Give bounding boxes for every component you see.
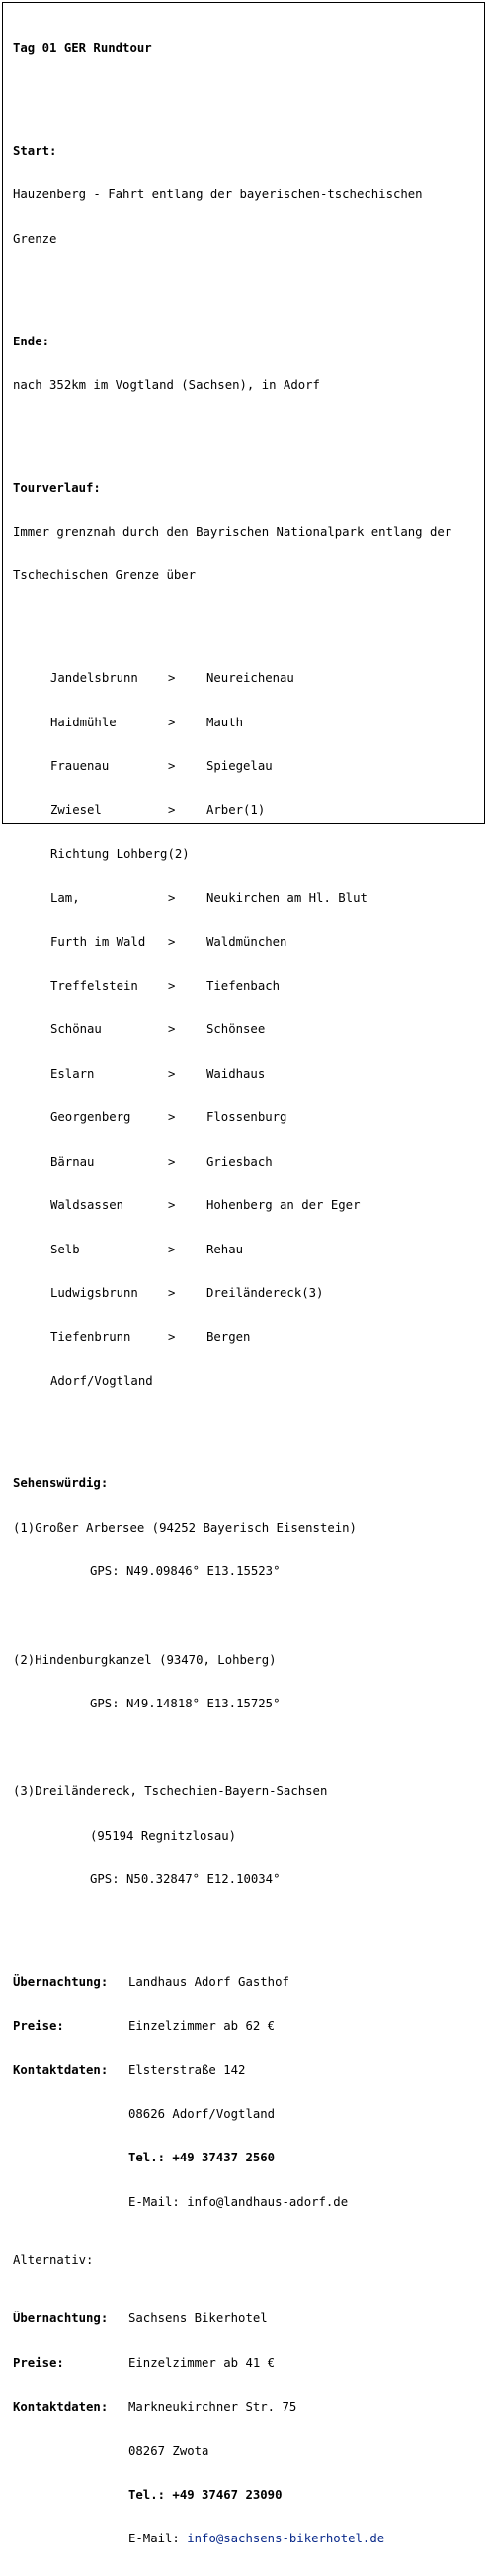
sight-item-2: (2)Hindenburgkanzel (93470, Lohberg): [13, 1652, 277, 1667]
route-from: Waldsassen: [50, 1198, 124, 1213]
route-from: Selb: [50, 1242, 80, 1256]
tourverlauf-text-line2: Tschechischen Grenze über: [13, 568, 197, 583]
route-from: Lam,: [50, 890, 80, 905]
route-arrow: >: [168, 715, 176, 729]
kontakt-label: Kontaktdaten:: [13, 2399, 109, 2414]
hotel1-email-label: E-Mail:: [128, 2194, 188, 2209]
hotel2-contact-row: [13, 2400, 451, 2415]
route-to: Waidhaus: [206, 1066, 266, 1081]
hotel1-price: Einzelzimmer ab 62 €: [128, 2018, 276, 2033]
route-to: Rehau: [206, 1242, 244, 1256]
route-row: [13, 759, 451, 774]
route-to: Neukirchen am Hl. Blut: [206, 890, 367, 905]
uebernachtung-label: Übernachtung:: [13, 2311, 109, 2326]
hotel2-name-row: [13, 2311, 451, 2326]
hotel1-city: 08626 Adorf/Vogtland: [128, 2106, 276, 2121]
document-body: [13, 12, 451, 2576]
route-row: [13, 803, 451, 818]
route-to: Waldmünchen: [206, 935, 287, 949]
route-row: [13, 979, 451, 994]
hotel2-price-row: [13, 2356, 451, 2371]
hotel1-tel-row: [13, 2151, 451, 2165]
hotel2-email-row: [13, 2532, 451, 2546]
route-from: Frauenau: [50, 759, 110, 774]
route-from: Ludwigsbrunn: [50, 1286, 138, 1301]
route-arrow: >: [168, 1286, 176, 1301]
route-from: Schönau: [50, 1023, 102, 1037]
route-to: Bergen: [206, 1329, 251, 1344]
preise-label: Preise:: [13, 2018, 64, 2033]
hotel1-contact-row: [13, 2063, 451, 2078]
route-from: Zwiesel: [50, 802, 102, 817]
start-text-line2: Grenze: [13, 231, 57, 246]
route-to: Griesbach: [206, 1154, 273, 1169]
route-from: Eslarn: [50, 1066, 95, 1081]
route-richtung: Richtung Lohberg(2): [50, 847, 190, 862]
route-arrow: >: [168, 935, 176, 949]
hotel2-name: Sachsens Bikerhotel: [128, 2311, 268, 2326]
route-row: [13, 1067, 451, 1082]
route-row: [13, 1198, 451, 1213]
route-from: Haidmühle: [50, 715, 117, 729]
route-arrow: >: [168, 1242, 176, 1256]
route-to: Spiegelau: [206, 759, 273, 774]
route-to: Schönsee: [206, 1023, 266, 1037]
sehenswuerdig-label: Sehenswürdig:: [13, 1477, 109, 1491]
route-from: Treffelstein: [50, 978, 138, 993]
sight-item-1: (1)Großer Arbersee (94252 Bayerisch Eisenstein): [13, 1520, 357, 1535]
hotel1-city-row: [13, 2107, 451, 2122]
kontakt-label: Kontaktdaten:: [13, 2063, 109, 2078]
route-row: [13, 891, 451, 906]
sight-item-3: (3)Dreiländereck, Tschechien-Bayern-Sachsen: [13, 1784, 328, 1799]
hotel1-email-row: [13, 2195, 451, 2210]
sight-item-3-postcode: (95194 Regnitzlosau): [90, 1828, 237, 1843]
hotel2-email-label: E-Mail:: [128, 2532, 188, 2546]
route-arrow: >: [168, 1110, 176, 1125]
route-row: [13, 1110, 451, 1125]
route-row: [13, 1155, 451, 1170]
route-row: [13, 935, 451, 949]
hotel2-tel-row: [13, 2488, 451, 2503]
uebernachtung-label: Übernachtung:: [13, 1975, 109, 1990]
route-to: Dreiländereck(3): [206, 1286, 324, 1301]
hotel1-email[interactable]: info@landhaus-adorf.de: [187, 2194, 349, 2209]
hotel2-street: Markneukirchner Str. 75: [128, 2399, 297, 2414]
route-arrow: >: [168, 890, 176, 905]
route-to: Flossenburg: [206, 1110, 287, 1125]
route-to: Arber(1): [206, 802, 266, 817]
document-frame: [2, 2, 485, 2546]
route-row: [13, 1023, 451, 1037]
route-arrow: >: [168, 802, 176, 817]
start-text-line1: Hauzenberg - Fahrt entlang der bayerischen-tschechischen: [13, 188, 423, 202]
route-from: Jandelsbrunn: [50, 670, 138, 685]
route-from: Furth im Wald: [50, 935, 146, 949]
route-arrow: >: [168, 759, 176, 774]
sight-gps-1: GPS: N49.09846° E13.15523°: [90, 1564, 281, 1579]
route-arrow: >: [168, 1154, 176, 1169]
sight-gps-3: GPS: N50.32847° E12.10034°: [90, 1872, 281, 1887]
hotel1-name-row: [13, 1975, 451, 1990]
page-title: Tag 01 GER Rundtour: [13, 40, 152, 55]
start-label: Start:: [13, 143, 57, 158]
hotel2-email-link[interactable]: info@sachsens-bikerhotel.de: [187, 2532, 385, 2546]
ende-text: nach 352km im Vogtland (Sachsen), in Adorf: [13, 378, 320, 393]
route-arrow: >: [168, 1066, 176, 1081]
route-arrow: >: [168, 978, 176, 993]
hotel1-street: Elsterstraße 142: [128, 2063, 246, 2078]
route-to: Mauth: [206, 715, 244, 729]
hotel2-city: 08267 Zwota: [128, 2444, 209, 2459]
hotel1-name: Landhaus Adorf Gasthof: [128, 1975, 289, 1990]
hotel2-tel: Tel.: +49 37467 23090: [128, 2487, 283, 2502]
tourverlauf-text-line1: Immer grenznah durch den Bayrischen Nationalpark entlang der: [13, 524, 452, 539]
route-arrow: >: [168, 1023, 176, 1037]
route-arrow: >: [168, 1198, 176, 1213]
sight-gps-2: GPS: N49.14818° E13.15725°: [90, 1697, 281, 1711]
route-row: [13, 671, 451, 686]
hotel1-price-row: [13, 2019, 451, 2034]
route-from: Georgenberg: [50, 1110, 131, 1125]
route-from: Tiefenbrunn: [50, 1329, 131, 1344]
ende-label: Ende:: [13, 334, 50, 348]
route-from: Bärnau: [50, 1154, 95, 1169]
route-to: Neureichenau: [206, 670, 294, 685]
route-arrow: >: [168, 1329, 176, 1344]
route-row: [13, 1286, 451, 1301]
hotel2-price: Einzelzimmer ab 41 €: [128, 2356, 276, 2370]
route-arrow: >: [168, 670, 176, 685]
route-end: Adorf/Vogtland: [50, 1374, 153, 1389]
hotel2-city-row: [13, 2444, 451, 2459]
route-row: [13, 716, 451, 730]
route-row: [13, 1243, 451, 1257]
preise-label: Preise:: [13, 2356, 64, 2370]
route-to: Hohenberg an der Eger: [206, 1198, 361, 1213]
tourverlauf-label: Tourverlauf:: [13, 481, 101, 494]
alternativ-label: Alternativ:: [13, 2253, 94, 2268]
hotel1-tel: Tel.: +49 37437 2560: [128, 2151, 276, 2165]
route-row: [13, 1330, 451, 1345]
route-to: Tiefenbach: [206, 978, 281, 993]
